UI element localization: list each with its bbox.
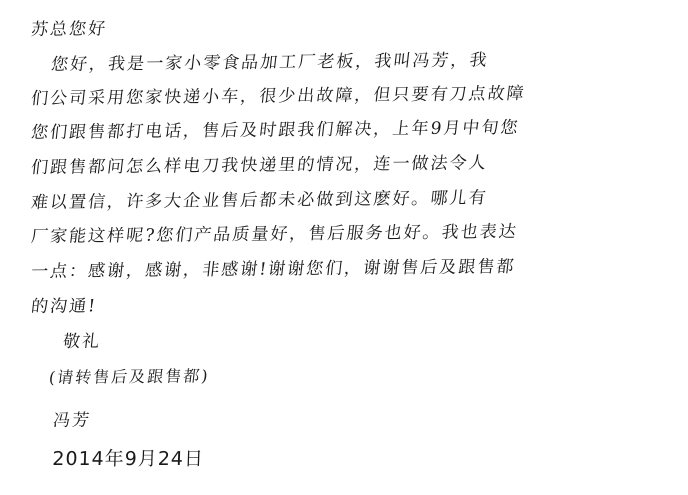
letter-closing: 敬礼 [61, 331, 103, 352]
letter-note: (请转售后及跟售都) [47, 366, 211, 387]
letter-line-salutation: 苏总您好 [29, 19, 109, 40]
letter-line: 难以置信，许多大企业售后都未必做到这麽好。哪儿有 [29, 188, 489, 213]
letter-date: 2014年9月24日 [51, 448, 205, 470]
letter-line: 的沟通! [29, 296, 99, 317]
letter-line: 厂家能这样呢?您们产品质量好，售后服务也好。我也表达 [29, 221, 519, 247]
letter-line: 您们跟售都打电话，售后及时跟我们解决，上年9月中旬您 [29, 117, 521, 143]
letter-line: 们公司采用您家快递小车，很少出故障，但只要有刀点故障 [29, 83, 527, 109]
letter-line: 您好，我是一家小零食品加工厂老板，我叫冯芳，我 [49, 50, 490, 75]
letter-signature: 冯芳 [51, 410, 93, 431]
letter-line: 一点：感谢，感谢，非感谢!谢谢您们，谢谢售后及跟售都 [29, 256, 517, 282]
letter-line: 们跟售都问怎么样电刀我快递里的情况，连一做法令人 [29, 153, 489, 178]
